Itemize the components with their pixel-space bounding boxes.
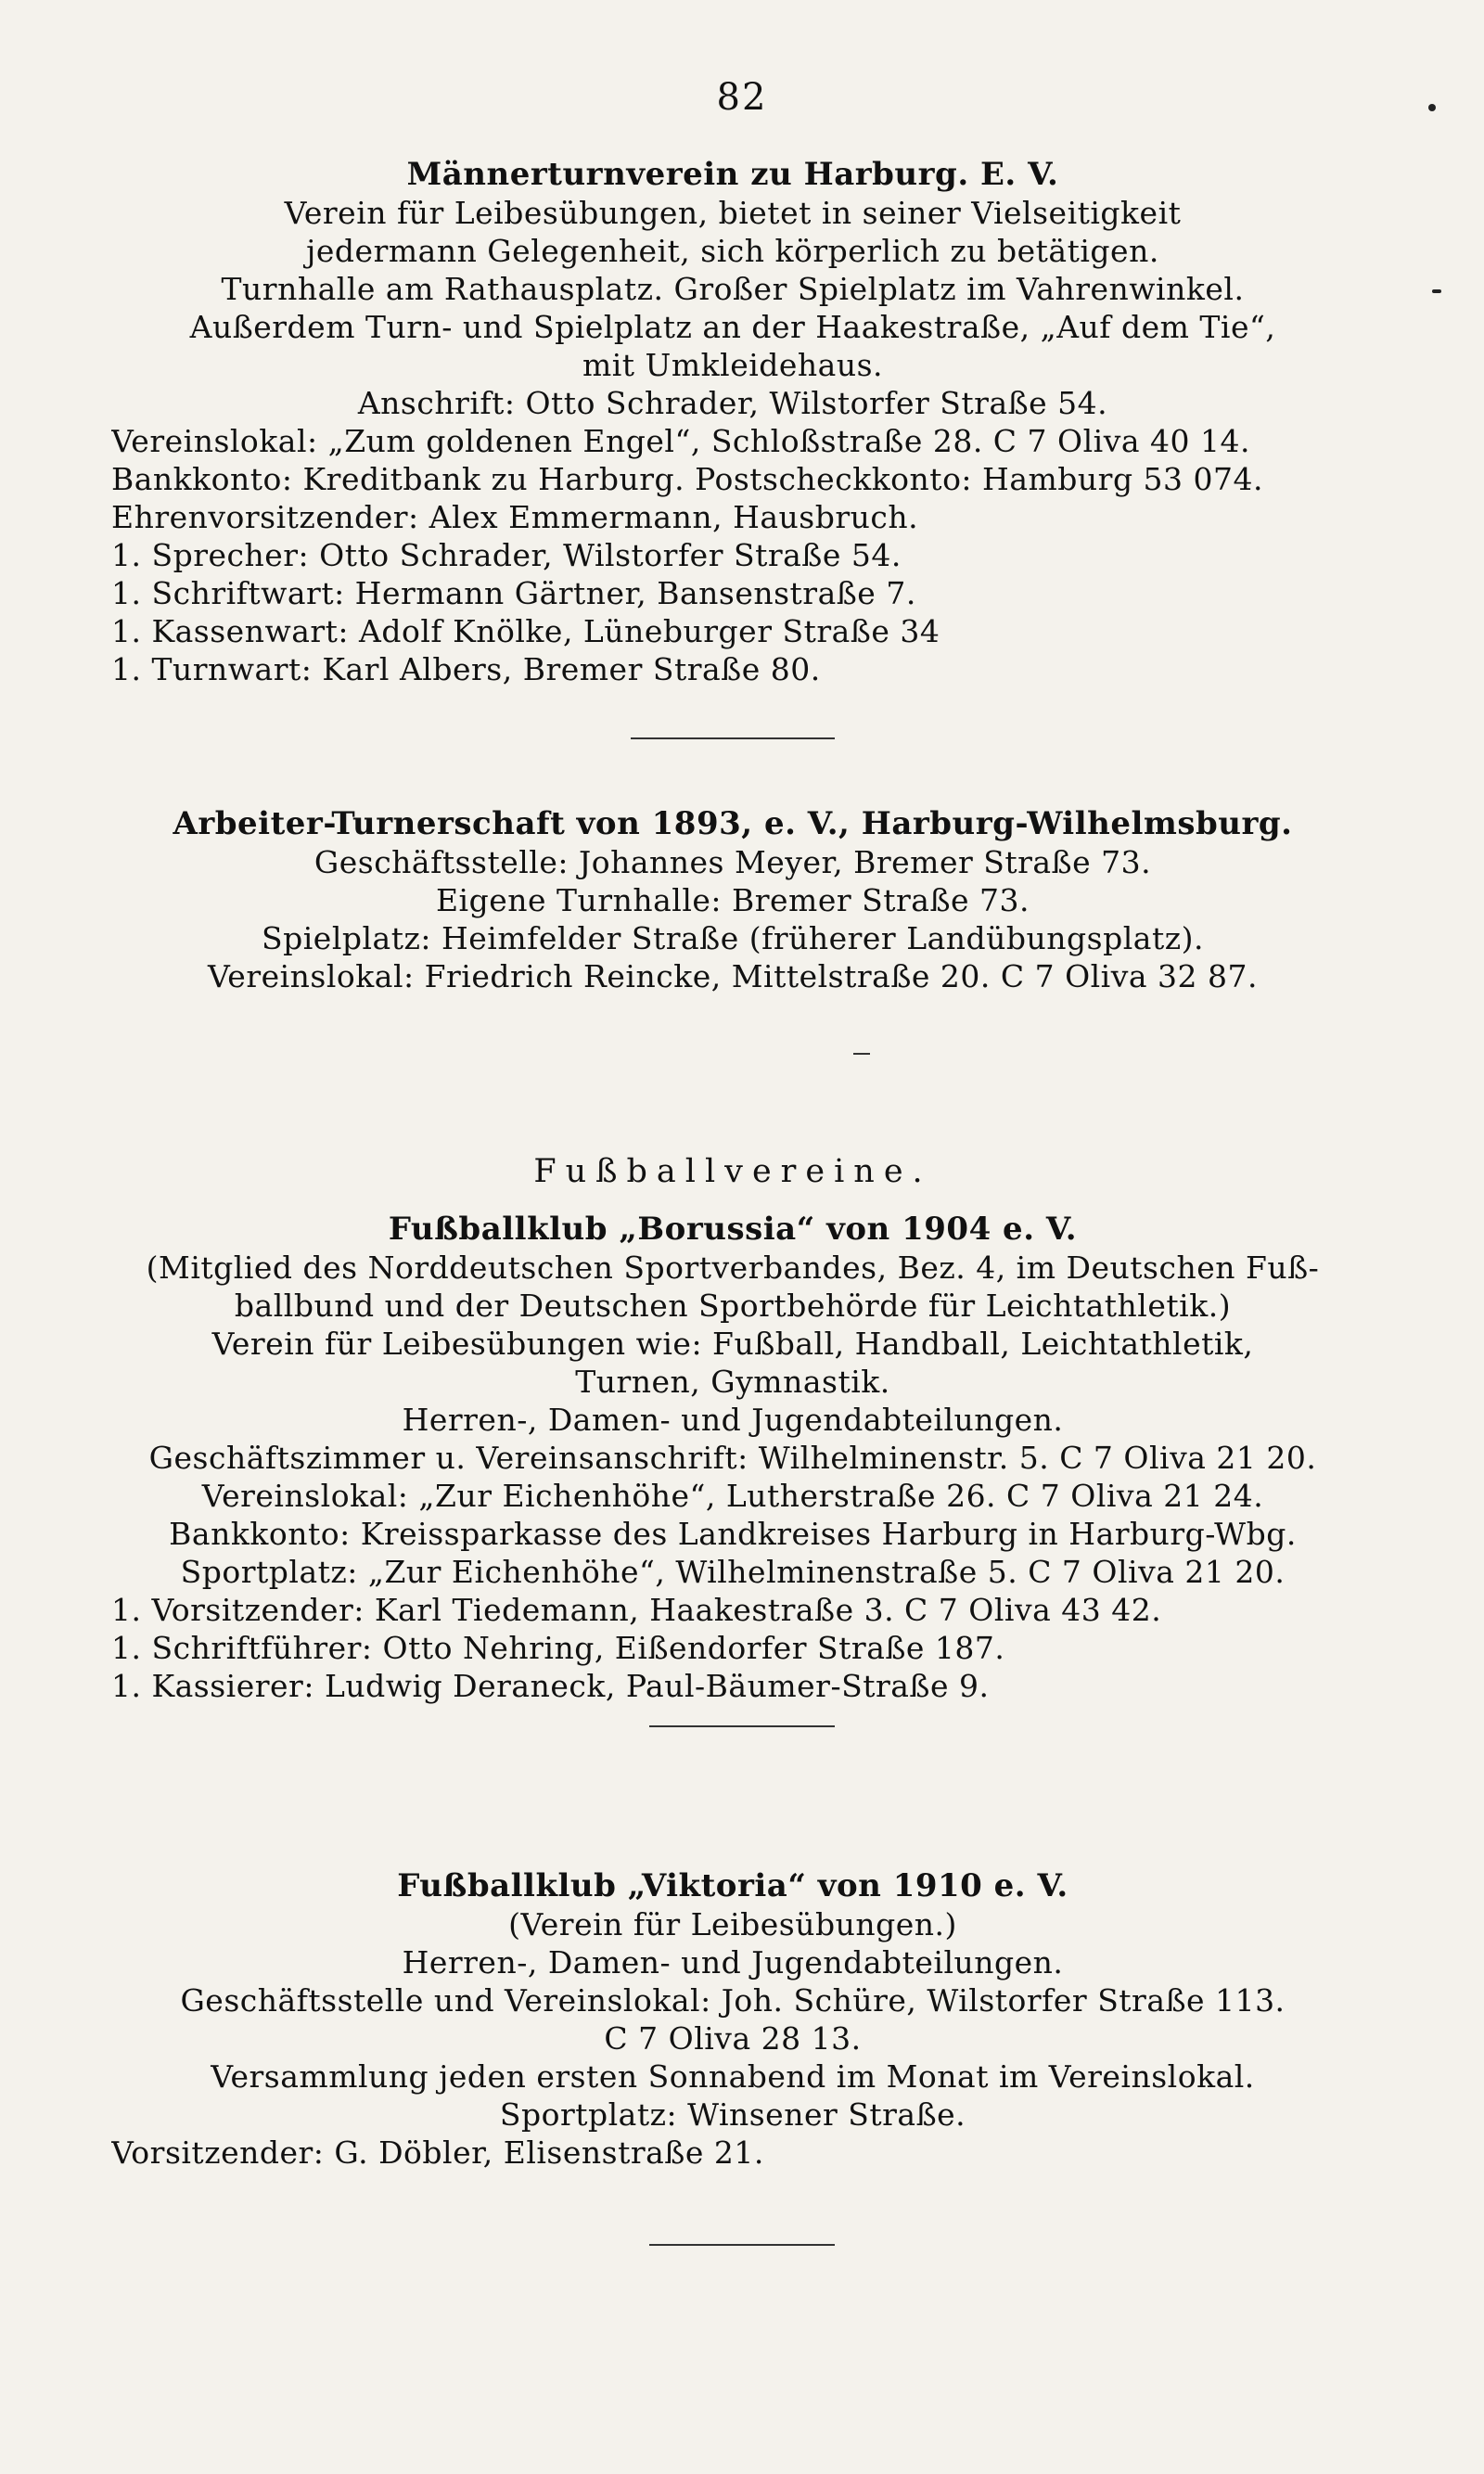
text-line: 1. Schriftwart: Hermann Gärtner, Bansenstraße 7. [111, 575, 916, 611]
text-line: Versammlung jeden ersten Sonnabend im Monat im Vereinslokal. [211, 2058, 1255, 2095]
text-line: Anschrift: Otto Schrader, Wilstorfer Straße 54. [357, 385, 1108, 421]
text-line: 1. Kassierer: Ludwig Deraneck, Paul-Bäumer-Straße 9. [111, 1668, 990, 1704]
section-title: Fußballklub „Borussia“ von 1904 e. V. [388, 1211, 1078, 1248]
divider-1 [631, 737, 835, 739]
speck-mark [1428, 104, 1436, 111]
text-line: 1. Schriftführer: Otto Nehring, Eißendorfer Straße 187. [111, 1630, 1005, 1666]
text-line: Bankkonto: Kreditbank zu Harburg. Postscheckkonto: Hamburg 53 074. [111, 461, 1264, 497]
text-line: Geschäftsstelle und Vereinslokal: Joh. Schüre, Wilstorfer Straße 113. [180, 1982, 1286, 2019]
text-line: Verein für Leibesübungen wie: Fußball, Handball, Leichtathletik, [211, 1326, 1254, 1362]
text-line: Vereinslokal: „Zur Eichenhöhe“, Lutherstraße 26. C 7 Oliva 21 24. [201, 1478, 1264, 1514]
speck-mark [1432, 289, 1441, 293]
section-title: Männerturnverein zu Harburg. E. V. [406, 156, 1059, 193]
text-line: Ehrenvorsitzender: Alex Emmermann, Hausbruch. [111, 499, 919, 535]
section-maennerturnverein [111, 156, 1354, 688]
text-line: Herren-, Damen- und Jugendabteilungen. [402, 1944, 1064, 1980]
text-line: Bankkonto: Kreissparkasse des Landkreises Harburg in Harburg-Wbg. [169, 1516, 1297, 1552]
text-line: 1. Sprecher: Otto Schrader, Wilstorfer Straße 54. [111, 537, 902, 573]
text-line: Turnen, Gymnastik. [575, 1364, 890, 1400]
text-line: Vereinslokal: „Zum goldenen Engel“, Schloßstraße 28. C 7 Oliva 40 14. [111, 423, 1250, 459]
section-fussballvereine-heading [111, 1153, 1354, 1191]
text-line: 1. Vorsitzender: Karl Tiedemann, Haakestraße 3. C 7 Oliva 43 42. [111, 1592, 1162, 1628]
text-line: Spielplatz: Heimfelder Straße (früherer Landübungsplatz). [262, 920, 1204, 956]
text-line: Außerdem Turn- und Spielplatz an der Haakestraße, „Auf dem Tie“, [189, 309, 1276, 345]
text-line: 1. Turnwart: Karl Albers, Bremer Straße 80. [111, 651, 821, 687]
divider-3 [649, 1725, 835, 1727]
section-title: Fußballklub „Viktoria“ von 1910 e. V. [397, 1867, 1068, 1904]
section-title: Arbeiter-Turnerschaft von 1893, e. V., Harburg-Wilhelmsburg. [173, 805, 1293, 842]
text-line: C 7 Oliva 28 13. [604, 2020, 862, 2057]
section-viktoria [111, 1867, 1354, 2172]
text-line: Verein für Leibesübungen, bietet in seiner Vielseitigkeit [284, 195, 1182, 231]
page-number: 82 [716, 76, 768, 119]
text-line: Sportplatz: Winsener Straße. [499, 2096, 966, 2133]
text-line: ballbund und der Deutschen Sportbehörde für Leichtathletik.) [234, 1288, 1232, 1324]
text-line: 1. Kassenwart: Adolf Knölke, Lüneburger Straße 34 [111, 613, 940, 649]
text-line: Herren-, Damen- und Jugendabteilungen. [402, 1402, 1064, 1438]
section-arbeiter-turnerschaft [111, 805, 1354, 995]
text-line: Geschäftszimmer u. Vereinsanschrift: Wilhelminenstr. 5. C 7 Oliva 21 20. [148, 1440, 1317, 1476]
text-line: jedermann Gelegenheit, sich körperlich zu betätigen. [306, 233, 1159, 269]
text-line: Fußballvereine. [533, 1153, 932, 1190]
divider-2 [853, 1053, 870, 1055]
text-line: Vorsitzender: G. Döbler, Elisenstraße 21. [111, 2134, 764, 2171]
text-line: Vereinslokal: Friedrich Reincke, Mittelstraße 20. C 7 Oliva 32 87. [207, 958, 1259, 994]
text-line: (Verein für Leibesübungen.) [508, 1906, 957, 1942]
text-line: Sportplatz: „Zur Eichenhöhe“, Wilhelminenstraße 5. C 7 Oliva 21 20. [180, 1554, 1286, 1590]
divider-4 [649, 2244, 835, 2246]
text-line: (Mitglied des Norddeutschen Sportverbandes, Bez. 4, im Deutschen Fuß- [146, 1250, 1320, 1286]
section-borussia [111, 1211, 1354, 1705]
text-line: mit Umkleidehaus. [582, 347, 884, 383]
text-line: Geschäftsstelle: Johannes Meyer, Bremer Straße 73. [313, 844, 1152, 880]
text-line: Turnhalle am Rathausplatz. Großer Spielplatz im Vahrenwinkel. [221, 271, 1245, 307]
text-line: Eigene Turnhalle: Bremer Straße 73. [435, 882, 1030, 918]
